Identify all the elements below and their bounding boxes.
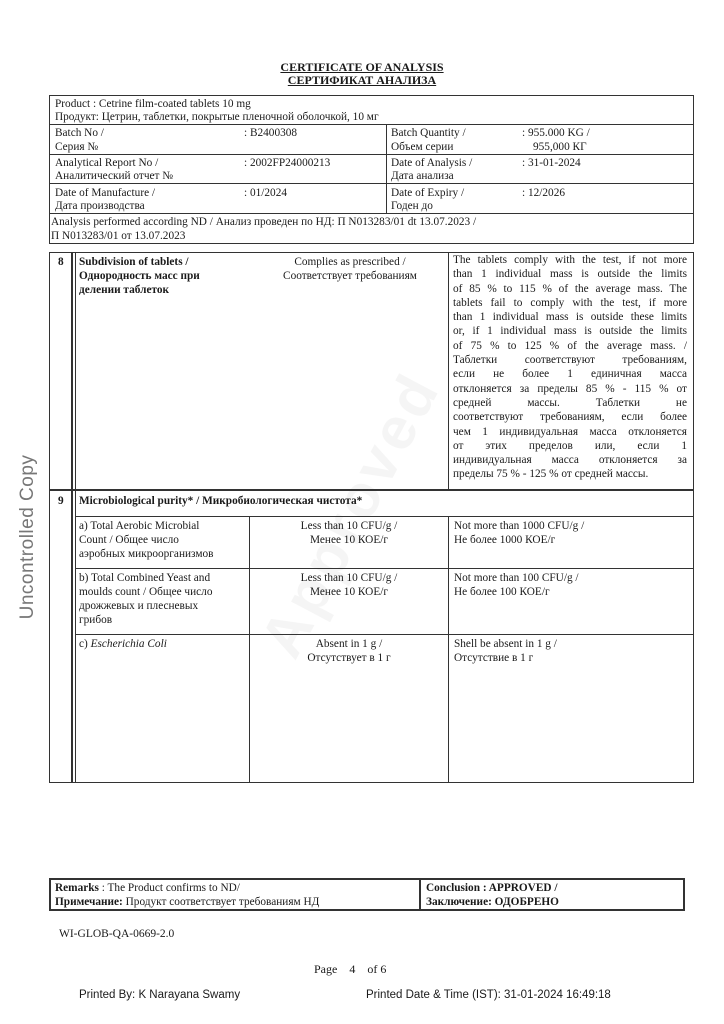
page-indicator: [314, 962, 386, 976]
test-8-spec-line: than 1 individual mass is outside the limits: [453, 268, 687, 281]
remarks-ru: [55, 895, 319, 909]
report-label-ru: Аналитический отчет №: [55, 170, 174, 182]
uncontrolled-copy-label: Uncontrolled Copy: [17, 454, 38, 620]
test-8-name-en: Subdivision of tablets /: [79, 256, 189, 268]
test-9a-result-1: Less than 10 CFU/g /: [300, 520, 398, 532]
test-8-spec-line: The tablets comply with the test, if not more: [453, 254, 687, 266]
page-number: 4: [349, 962, 356, 976]
test-8-spec-line: than 1 individual mass is outside these limits: [453, 311, 687, 324]
product-ru: Продукт: Цетрин, таблетки, покрытые пленочной оболочкой, 10 мг: [55, 111, 379, 123]
test-9b-name-3: дрожжевых и плесневых: [79, 600, 199, 612]
batch-no-label-ru: Серия №: [55, 141, 99, 153]
test-8-specification: [453, 253, 687, 482]
test-9-number: 9: [58, 495, 64, 507]
dom-label-ru: Дата производства: [55, 200, 145, 212]
test-8-spec-line: отклоняется за пределы 85 % - 115 % от: [453, 382, 687, 395]
test-9c-organism: Escherichia Coli: [90, 638, 167, 650]
title-en: CERTIFICATE OF ANALYSIS: [280, 60, 444, 74]
remarks-text-en: : The Product confirms to ND/: [98, 882, 240, 894]
doe-label-ru: Годен до: [391, 200, 433, 212]
analysis-line-1: Analysis performed according ND / Анализ проведен по НД: П N013283/01 dt 13.07.2023 /: [51, 216, 477, 228]
batch-no-label-en: Batch No /: [55, 127, 104, 139]
page-label: Page: [314, 962, 338, 976]
test-8-spec-line: чем 1 индивидуальная масса отклоняется: [453, 425, 687, 438]
test-8-spec-line: от этих пределов или, если 1: [453, 439, 687, 452]
doc-code: WI-GLOB-QA-0669-2.0: [59, 928, 175, 940]
test-8-spec-line: индивидуальная масса отклоняется за: [453, 454, 687, 467]
test-8-result-en: Complies as prescribed /: [294, 256, 406, 268]
test-9-title: Microbiological purity* / Микробиологическая чистота*: [79, 495, 363, 507]
test-9a-result-2: Менее 10 КОЕ/г: [309, 534, 388, 546]
test-8-spec-line: of 85 % to 115 % of the average mass. The: [453, 282, 687, 295]
doe-value: : 12/2026: [522, 187, 565, 199]
test-9a-name-1: a) Total Aerobic Microbial: [79, 520, 200, 532]
test-9a-spec-1: Not more than 1000 CFU/g /: [454, 520, 585, 532]
test-9c-name: [79, 637, 167, 651]
test-9b-result-1: Less than 10 CFU/g /: [300, 572, 398, 584]
test-8-spec-line: соответствуют требованиям, если более: [453, 411, 687, 424]
remarks-en: [55, 881, 240, 895]
title-ru: СЕРТИФИКАТ АНАЛИЗА: [287, 73, 437, 87]
product-en: Product : Cetrine film-coated tablets 10 mg: [55, 98, 251, 110]
test-8-name-ru-2: делении таблеток: [79, 284, 170, 296]
printed-by: Printed By: K Narayana Swamy: [79, 989, 241, 1001]
batch-no-value: : B2400308: [244, 127, 298, 139]
test-8-spec-line: пределы 75 % - 125 % от средней массы.: [453, 468, 649, 481]
test-9b-name-1: b) Total Combined Yeast and: [79, 572, 211, 584]
test-8-result-ru: Соответствует требованиям: [283, 270, 417, 282]
remarks-label-ru: Примечание:: [55, 896, 123, 908]
conclusion-en: Conclusion : APPROVED /: [426, 882, 558, 894]
remarks-text-ru: Продукт соответствует требованиям НД: [122, 896, 320, 908]
page-total: of 6: [367, 962, 387, 976]
test-8-spec-line: tablets fail to comply with the test, if more: [453, 296, 687, 309]
test-8-spec-line: если не более 1 единичная масса: [453, 368, 687, 381]
test-9b-result-2: Менее 10 КОЕ/г: [309, 586, 388, 598]
dom-label-en: Date of Manufacture /: [55, 187, 156, 199]
test-9c-spec-2: Отсутствие в 1 г: [454, 652, 534, 664]
test-9a-spec-2: Не более 1000 КОЕ/г: [454, 534, 556, 546]
report-label-en: Analytical Report No /: [55, 157, 159, 169]
test-9c-result-1: Absent in 1 g /: [315, 638, 383, 650]
analysis-line-2: П N013283/01 от 13.07.2023: [51, 230, 186, 242]
remarks-label-en: Remarks: [55, 882, 99, 894]
test-9c-result-2: Отсутствует в 1 г: [307, 652, 391, 664]
dom-value: : 01/2024: [244, 187, 287, 199]
test-9b-spec-2: Не более 100 КОЕ/г: [454, 586, 550, 598]
test-9b-spec-1: Not more than 100 CFU/g /: [454, 572, 579, 584]
doa-label-en: Date of Analysis /: [391, 157, 473, 169]
batch-qty-label-ru: Объем серии: [391, 141, 454, 153]
doe-label-en: Date of Expiry /: [391, 187, 465, 199]
test-9c-spec-1: Shell be absent in 1 g /: [454, 638, 557, 650]
test-9c-prefix: c): [79, 638, 91, 650]
batch-qty-value-ru: 955,000 КГ: [533, 141, 587, 153]
test-8-spec-line: средней массы. Таблетки не: [453, 396, 687, 409]
test-8-spec-line: or, if 1 individual mass is outside the limits: [453, 325, 687, 338]
doa-value: : 31-01-2024: [522, 157, 581, 169]
test-8-number: 8: [58, 256, 64, 268]
batch-qty-label-en: Batch Quantity /: [391, 127, 466, 139]
batch-qty-value-en: : 955.000 KG /: [522, 127, 590, 139]
printed-date: Printed Date & Time (IST): 31-01-2024 16:49:18: [366, 989, 611, 1001]
test-9b-name-2: moulds count / Общее число: [79, 586, 213, 598]
test-8-spec-line: of 75 % to 125 % of the average mass. /: [453, 339, 687, 352]
test-9b-name-4: грибов: [79, 614, 113, 626]
test-8-name-ru-1: Однородность масс при: [79, 270, 200, 282]
test-9a-name-3: аэробных микроорганизмов: [79, 548, 214, 560]
report-value: : 2002FP24000213: [244, 157, 331, 169]
doa-label-ru: Дата анализа: [391, 170, 454, 182]
test-8-spec-line: Таблетки соответствуют требованиям,: [453, 354, 687, 367]
conclusion-ru: Заключение: ОДОБРЕНО: [426, 896, 559, 908]
test-9a-name-2: Count / Общее число: [79, 534, 179, 546]
